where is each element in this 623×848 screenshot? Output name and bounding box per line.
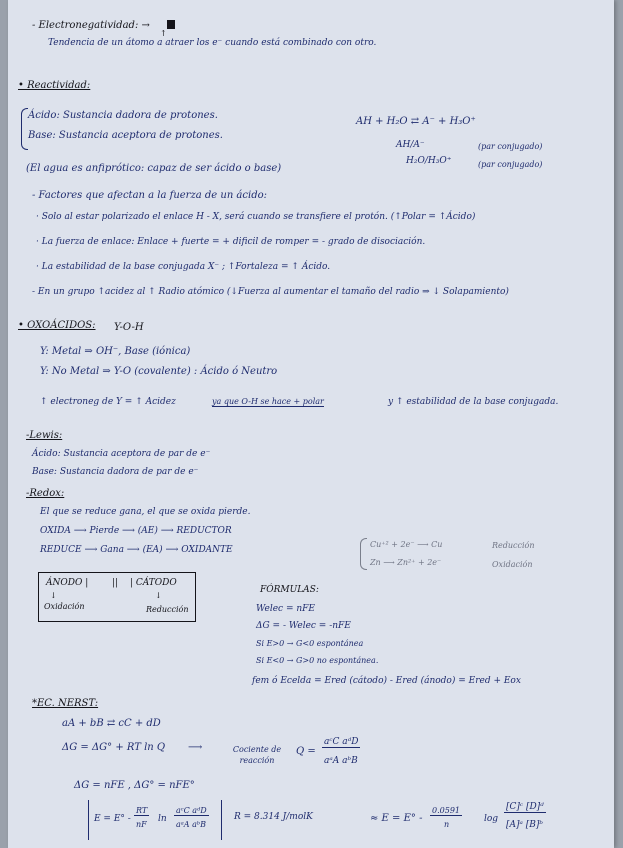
oxoacido-formula: Y-O-H xyxy=(114,322,144,333)
periodic-arrow-icon xyxy=(167,20,175,29)
factor-polarizacion: · Solo al estar polarizado el enlace H - X, será cuando se transfiere el protón. (↑Polar = ↑Ácido) xyxy=(36,212,476,222)
q-numerator: aᶜC aᵈD xyxy=(324,737,359,747)
nernst-gibbs-relation: ΔG = nFE , ΔG° = nFE° xyxy=(74,780,195,791)
factor-fuerza-enlace: · La fuerza de enlace: Enlace + fuerte = + dificil de romper = - grado de disociación. xyxy=(36,237,426,247)
electroneg-polar: ya que O-H se hace + polar xyxy=(212,397,324,406)
nernst-rt: RT xyxy=(136,806,148,815)
redox-oxida: OXIDA ⟶ Pierde ⟶ (AE) ⟶ REDUCTOR xyxy=(40,526,232,536)
factor-estabilidad: · La estabilidad de la base conjugada X⁻ ; ↑Fortaleza = ↑ Ácido. xyxy=(36,262,331,272)
grupo-radio-atomico: - En un grupo ↑acidez al ↑ Radio atómico (↓Fuerza al aumentar el tamaño del radio ⇒ ↓ Solapamiento) xyxy=(32,287,509,297)
electroneg-estabilidad: y ↑ estabilidad de la base conjugada. xyxy=(388,397,559,407)
electronegatividad-title: - Electronegatividad: → xyxy=(32,20,150,31)
cociente-reaccion: Cociente de reacción xyxy=(232,745,282,765)
nernst-delta-g: ΔG = ΔG° + RT ln Q xyxy=(62,742,166,753)
redox-reduce: REDUCE ⟶ Gana ⟶ (EA) ⟶ OXIDANTE xyxy=(40,545,233,555)
base-definition: Base: Sustancia aceptora de protones. xyxy=(28,130,223,141)
nernst-constant-den: n xyxy=(444,820,450,829)
formula-fem: fem ó Ecelda = Ered (cátodo) - Ered (ánodo) = Ered + Eox xyxy=(252,676,521,686)
nernst-e-denominator: aᵃA aᵇB xyxy=(176,820,206,829)
formula-espontanea: Si E>0 → G<0 espontánea xyxy=(256,639,364,648)
conjugate-pair-1-note: (par conjugado) xyxy=(478,142,543,151)
oxoacidos-title: • OXOÁCIDOS: xyxy=(18,320,96,331)
nernst-log-numerator: [C]ᶜ [D]ᵈ xyxy=(506,802,544,812)
redox-rule: El que se reduce gana, el que se oxida pierde. xyxy=(40,507,251,517)
nernst-log: log xyxy=(484,814,499,824)
nernst-approx-lhs: ≈ E = E° - xyxy=(370,813,423,824)
q-lhs: Q = xyxy=(296,746,316,757)
redox-title: -Redox: xyxy=(26,488,65,499)
oxoacido-no-metal: Y: No Metal ⇒ Y-O (covalente) : Ácido ó Neutro xyxy=(40,366,278,377)
nernst-nf: nF xyxy=(136,820,147,829)
notebook-page xyxy=(8,0,614,848)
nernst-log-denominator: [A]ᵃ [B]ᵇ xyxy=(506,820,543,830)
cu-half-reaction: Cu⁺² + 2e⁻ ⟶ Cu xyxy=(370,540,443,549)
q-denominator: aᵃA aᵇB xyxy=(324,756,358,766)
arrow-up-mark: ↑ xyxy=(160,29,167,38)
conjugate-pair-2: H₂O/H₃O⁺ xyxy=(406,156,452,166)
catodo-arrow: ↓ xyxy=(155,591,162,600)
nernst-ln: ln xyxy=(158,814,167,824)
anodo-arrow: ↓ xyxy=(50,591,57,600)
acido-definition: Ácido: Sustancia dadora de protones. xyxy=(28,110,218,121)
acid-dissociation-equation: AH + H₂O ⇄ A⁻ + H₃O⁺ xyxy=(356,116,476,127)
lewis-acido: Ácido: Sustancia aceptora de par de e⁻ xyxy=(32,449,211,459)
cu-half-reaction-label: Reducción xyxy=(492,541,535,550)
catodo-label: | CÁTODO xyxy=(130,578,177,588)
formula-delta-g: ΔG = - Welec = -nFE xyxy=(256,621,351,631)
zn-half-reaction: Zn ⟶ Zn²⁺ + 2e⁻ xyxy=(370,558,442,567)
conjugate-pair-2-note: (par conjugado) xyxy=(478,160,543,169)
agua-anfiprotico: (El agua es anfiprótico: capaz de ser ácido o base) xyxy=(26,163,282,174)
nernst-constant-num: 0.0591 xyxy=(432,806,460,815)
nernst-reaction: aA + bB ⇄ cC + dD xyxy=(62,718,161,729)
oxoacido-metal: Y: Metal ⇒ OH⁻, Base (iónica) xyxy=(40,346,191,357)
anodo-oxidacion: Oxidación xyxy=(44,602,85,611)
acid-base-brace xyxy=(21,108,28,150)
reactividad-title: • Reactividad: xyxy=(18,80,91,91)
lewis-base: Base: Sustancia dadora de par de e⁻ xyxy=(32,467,199,477)
cell-separator: || xyxy=(112,578,119,588)
nernst-e-lhs: E = E° - xyxy=(94,814,131,824)
catodo-reduccion: Reducción xyxy=(146,605,189,614)
lewis-title: -Lewis: xyxy=(26,430,63,441)
electronegatividad-definition: Tendencia de un átomo a atraer los e⁻ cuando está combinado con otro. xyxy=(48,38,377,48)
formula-welec: Welec = nFE xyxy=(256,604,315,614)
cociente-arrow: ⟶ xyxy=(188,742,203,753)
gas-constant: R = 8.314 J/molK xyxy=(234,812,313,822)
electroneg-acidez: ↑ electroneg de Y = ↑ Acidez xyxy=(40,397,176,407)
nernst-e-numerator: aᶜC aᵈD xyxy=(176,806,207,815)
zn-half-reaction-label: Oxidación xyxy=(492,560,533,569)
formula-no-espontanea: Si E<0 → G>0 no espontánea. xyxy=(256,656,379,665)
anodo-label: ÁNODO | xyxy=(46,578,89,588)
half-reactions-brace xyxy=(360,538,367,570)
nernst-title: *EC. NERST: xyxy=(32,698,99,709)
factores-title: - Factores que afectan a la fuerza de un ácido: xyxy=(32,190,267,201)
formulas-title: FÓRMULAS: xyxy=(260,585,319,595)
conjugate-pair-1: AH/A⁻ xyxy=(396,140,425,150)
